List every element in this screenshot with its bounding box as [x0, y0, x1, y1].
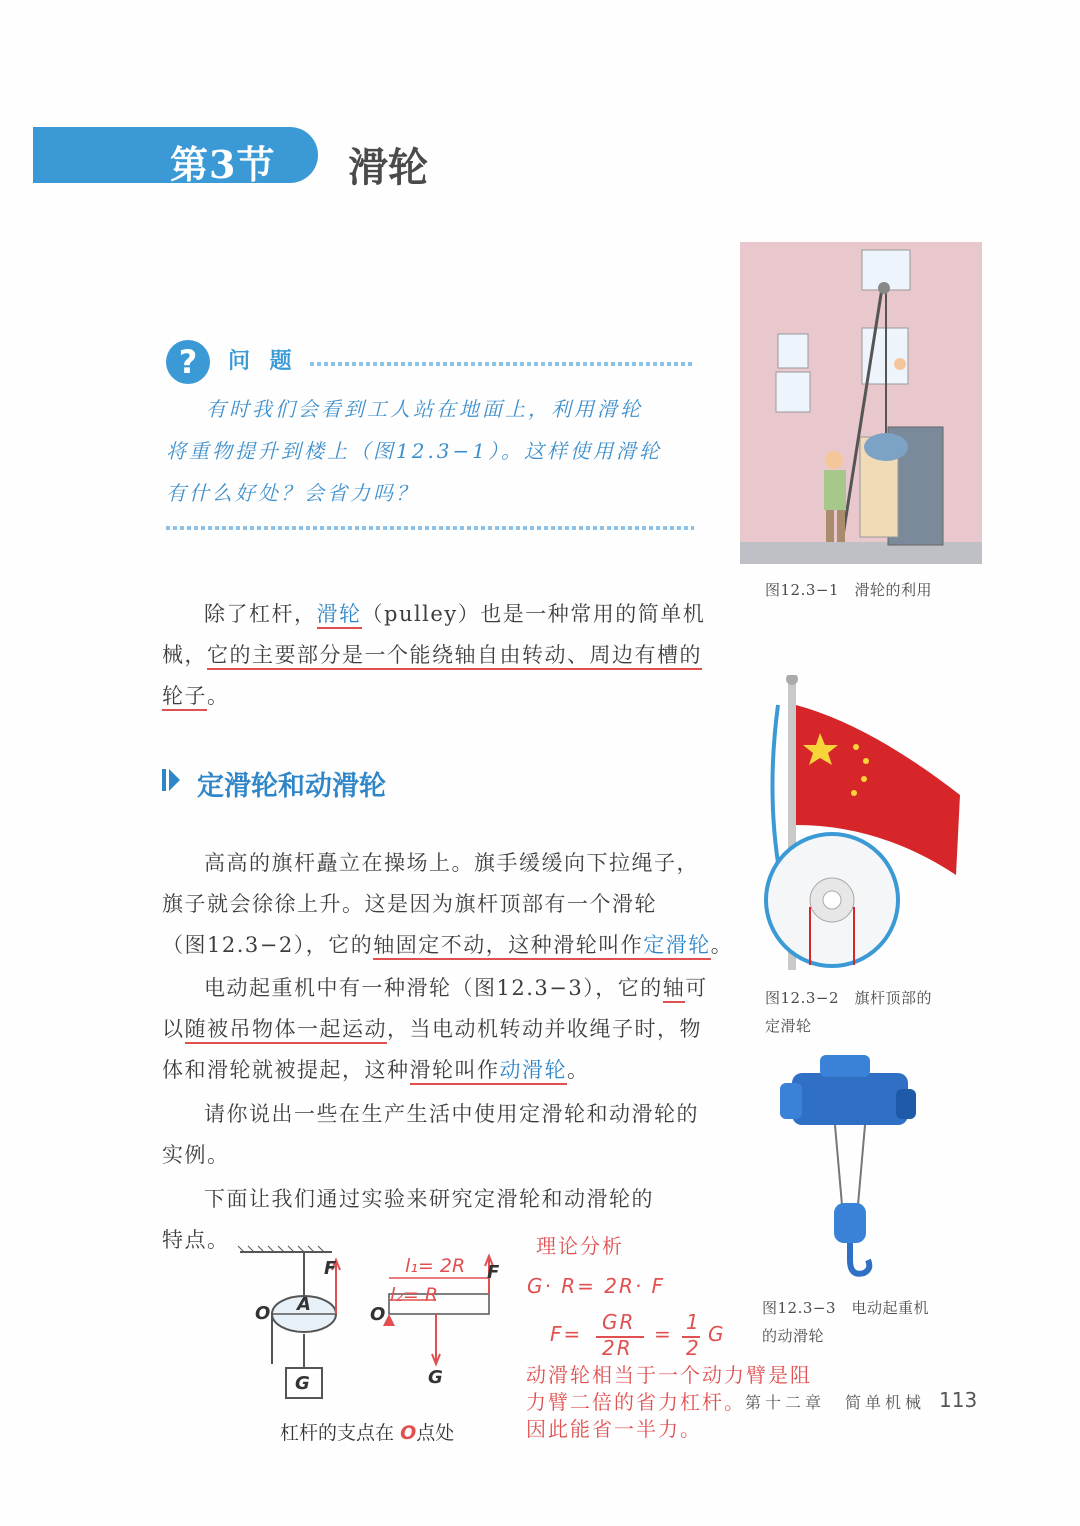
text-run: 杠杆的支点在: [280, 1422, 395, 1444]
question-line: 将重物提升到楼上（图12.3−1）。这样使用滑轮: [166, 439, 663, 463]
eq-lhs: F=: [550, 1322, 583, 1346]
text-run: 体和滑轮就被提起，这种: [162, 1058, 410, 1082]
figure-caption: 图12.3−1 滑轮的利用: [765, 581, 933, 599]
fixed-pulley-paragraph: [162, 843, 740, 966]
analysis-title: 理论分析: [536, 1234, 624, 1258]
note-line: 因此能省一半力。: [526, 1417, 702, 1441]
text-run: 轴固定不动，这种滑轮叫作: [373, 933, 643, 960]
text-run: 。: [567, 1058, 590, 1082]
figure-caption: [765, 984, 932, 1040]
text-run: 械，: [162, 643, 207, 667]
eq-half-numerator: 1: [686, 1310, 701, 1334]
eq-half-denominator: 2: [686, 1336, 701, 1360]
note-line: 动滑轮相当于一个动力臂是阻: [526, 1363, 812, 1387]
arm-l1-label: l₁= 2R: [405, 1255, 466, 1277]
analysis-derivation: [550, 1310, 740, 1362]
movable-pulley-paragraph: [162, 968, 740, 1091]
intro-paragraph: [162, 594, 740, 717]
question-top-divider: [310, 362, 695, 366]
subsection-marker-icon: [162, 769, 180, 791]
figure-crane-image: [780, 1055, 920, 1285]
question-line: 有什么好处？会省力吗？: [166, 481, 419, 505]
text-run: 点处: [416, 1422, 455, 1444]
pivot-point: O: [400, 1422, 417, 1444]
text-line: 下面让我们通过实验来研究定滑轮和动滑轮的: [204, 1187, 654, 1211]
text-run: 。: [710, 933, 734, 957]
figure-flagpole-image: [760, 675, 965, 973]
subsection-title: 定滑轮和动滑轮: [197, 771, 386, 802]
arm-l2-label: l₂= R: [390, 1284, 439, 1306]
examples-paragraph: [162, 1094, 740, 1176]
text-line: 特点。: [162, 1228, 230, 1252]
question-line: 有时我们会看到工人站在地面上，利用滑轮: [206, 397, 643, 421]
definition-run: 它的主要部分是一个能绕轴自由转动、周边有槽的: [207, 643, 702, 670]
eq-equals: =: [654, 1322, 673, 1346]
eq-numerator: GR: [602, 1310, 636, 1334]
text-line: 实例。: [162, 1143, 230, 1167]
definition-run: 轮子: [162, 684, 207, 711]
lever-diagrams: [236, 1244, 516, 1414]
point-label: A: [297, 1294, 311, 1315]
text-run: 滑轮叫作: [410, 1058, 500, 1085]
text-line: 请你说出一些在生产生活中使用定滑轮和动滑轮的: [204, 1102, 699, 1126]
caption-line: 图12.3−2 旗杆顶部的: [765, 989, 933, 1007]
text-run: （图12.3−2），它的: [162, 933, 374, 957]
force-label: F: [324, 1258, 337, 1279]
page-number: 113: [939, 1388, 978, 1412]
term-fixed-pulley: 定滑轮: [643, 933, 711, 960]
chapter-footer: 第十二章 简单机械: [745, 1393, 926, 1412]
figure-caption: [762, 1294, 929, 1350]
text-run: 。: [207, 684, 230, 708]
pivot-label: O: [255, 1303, 271, 1324]
text-run: ，当电动机转动并收绳子时，物: [387, 1017, 702, 1041]
weight-label: G: [295, 1373, 310, 1394]
figure-pulley-use-image: [740, 242, 982, 564]
section-number: 第3节: [170, 142, 276, 187]
text-run: 随被吊物体一起运动: [185, 1017, 388, 1044]
text-run: 除了杠杆，: [204, 602, 317, 626]
text-line: 旗子就会徐徐上升。这是因为旗杆顶部有一个滑轮: [162, 892, 657, 916]
text-run: 可: [685, 976, 708, 1000]
caption-line: 的动滑轮: [762, 1327, 825, 1345]
text-line: 高高的旗杆矗立在操场上。旗手缓缓向下拉绳子，: [204, 851, 699, 875]
lever-caption: [280, 1418, 454, 1445]
term-movable-pulley: 动滑轮: [500, 1058, 568, 1085]
caption-line: 定滑轮: [765, 1017, 812, 1035]
text-run: 以: [162, 1017, 185, 1041]
force-label: F: [487, 1262, 500, 1283]
question-label: 问 题: [228, 349, 298, 374]
question-bottom-divider: [166, 526, 694, 530]
eq-rhs: G: [708, 1322, 726, 1346]
caption-line: 图12.3−3 电动起重机: [762, 1299, 930, 1317]
question-icon: ?: [166, 340, 210, 384]
eq-denominator: 2R: [602, 1336, 633, 1360]
pivot-label: O: [370, 1304, 386, 1325]
note-line: 力臂二倍的省力杠杆。: [526, 1390, 746, 1414]
text-run: （pulley）也是一种常用的简单机: [361, 602, 706, 626]
question-text: [166, 388, 696, 514]
text-run: 电动起重机中有一种滑轮（图12.3−3），它的: [204, 976, 663, 1000]
weight-label: G: [428, 1367, 443, 1388]
section-title: 滑轮: [348, 144, 428, 191]
analysis-equation: G· R= 2R· F: [527, 1274, 666, 1298]
text-run: 轴: [663, 976, 686, 1003]
term-pulley: 滑轮: [317, 602, 362, 629]
